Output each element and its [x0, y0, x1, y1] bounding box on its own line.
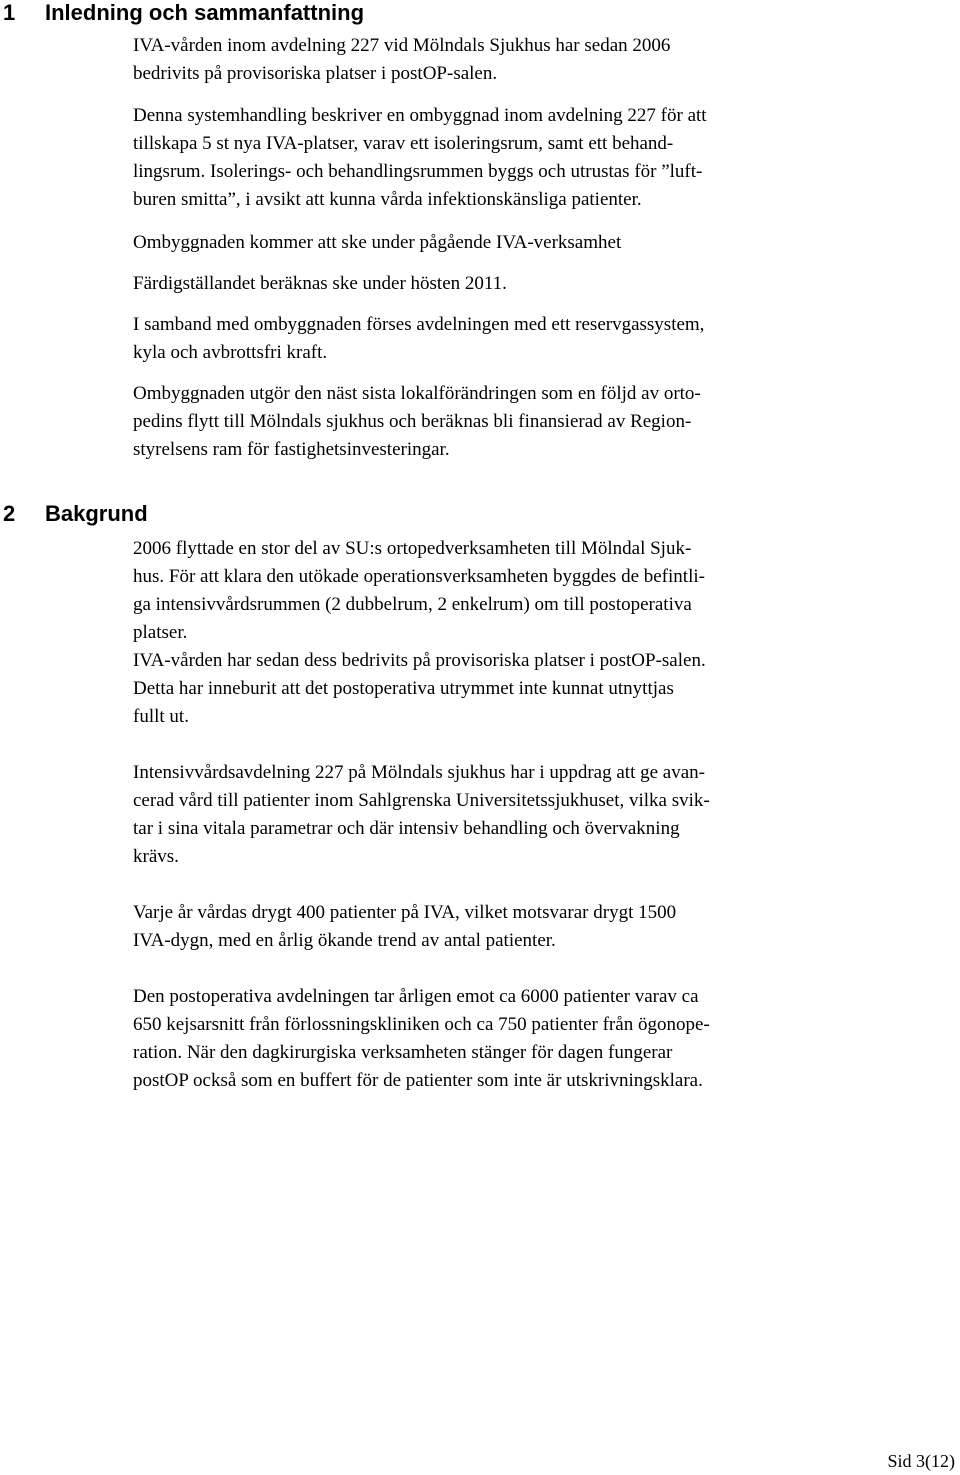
text-line: IVA-dygn, med en årlig ökande trend av antal patienter. — [133, 930, 556, 951]
text-line: fullt ut. — [133, 706, 189, 727]
text-line: Ombyggnaden kommer att ske under pågående IVA-verksamhet — [133, 232, 622, 253]
background-paragraph-4 — [133, 983, 913, 1095]
background-paragraph-1 — [133, 535, 913, 731]
text-line: Detta har inneburit att det postoperativa utrymmet inte kunnat utnyttjas — [133, 678, 674, 699]
text-line: Ombyggnaden utgör den näst sista lokalförändringen som en följd av orto- — [133, 383, 701, 404]
text-line: cerad vård till patienter inom Sahlgrenska Universitetssjukhuset, vilka svik- — [133, 790, 710, 811]
text-line: 650 kejsarsnitt från förlossningskliniken och ca 750 patienter från ögonope- — [133, 1014, 710, 1035]
text-line: lingsrum. Isolerings- och behandlingsrummen byggs och utrustas för ”luft- — [133, 161, 703, 182]
section-1-heading — [3, 0, 364, 26]
text-line: buren smitta”, i avsikt att kunna vårda infektionskänsliga patienter. — [133, 189, 642, 210]
section-2-number: 2 — [3, 501, 16, 526]
text-line: postOP också som en buffert för de patienter som inte är utskrivningsklara. — [133, 1070, 703, 1091]
page-number: Sid 3(12) — [887, 1451, 955, 1471]
text-line: IVA-vården inom avdelning 227 vid Mölndals Sjukhus har sedan 2006 — [133, 35, 671, 56]
section-2-heading — [3, 501, 148, 527]
intro-paragraph-4 — [133, 270, 913, 298]
text-line: tar i sina vitala parametrar och där intensiv behandling och övervakning — [133, 818, 680, 839]
text-line: krävs. — [133, 846, 179, 867]
text-line: bedrivits på provisoriska platser i postOP-salen. — [133, 63, 498, 84]
intro-paragraph-2 — [133, 102, 913, 214]
text-line: tillskapa 5 st nya IVA-platser, varav ett isoleringsrum, samt ett behand- — [133, 133, 674, 154]
text-line: Färdigställandet beräknas ske under hösten 2011. — [133, 273, 507, 294]
text-line: IVA-vården har sedan dess bedrivits på provisoriska platser i postOP-salen. — [133, 650, 706, 671]
text-line: Varje år vårdas drygt 400 patienter på IVA, vilket motsvarar drygt 1500 — [133, 902, 677, 923]
text-line: pedins flytt till Mölndals sjukhus och beräknas bli finansierad av Region- — [133, 411, 692, 432]
text-line: styrelsens ram för fastighetsinvesteringar. — [133, 439, 450, 460]
background-paragraph-3 — [133, 899, 913, 955]
text-line: platser. — [133, 622, 188, 643]
section-1-number: 1 — [3, 0, 16, 25]
text-line: I samband med ombyggnaden förses avdelningen med ett reservgassystem, — [133, 314, 705, 335]
text-line: Denna systemhandling beskriver en ombyggnad inom avdelning 227 för att — [133, 105, 707, 126]
text-line: 2006 flyttade en stor del av SU:s ortopedverksamheten till Mölndal Sjuk- — [133, 538, 692, 559]
intro-paragraph-5 — [133, 311, 913, 367]
text-line: hus. För att klara den utökade operationsverksamheten byggdes de befintli- — [133, 566, 705, 587]
text-line: kyla och avbrottsfri kraft. — [133, 342, 328, 363]
text-line: Den postoperativa avdelningen tar årligen emot ca 6000 patienter varav ca — [133, 986, 699, 1007]
text-line: Intensivvårdsavdelning 227 på Mölndals sjukhus har i uppdrag att ge avan- — [133, 762, 705, 783]
intro-paragraph-6 — [133, 380, 913, 464]
text-line: ration. När den dagkirurgiska verksamheten stänger för dagen fungerar — [133, 1042, 673, 1063]
section-2-title: Bakgrund — [45, 501, 148, 526]
text-line: ga intensivvårdsrummen (2 dubbelrum, 2 enkelrum) om till postoperativa — [133, 594, 692, 615]
intro-paragraph-1 — [133, 32, 913, 88]
background-paragraph-2 — [133, 759, 913, 871]
section-1-title: Inledning och sammanfattning — [45, 0, 365, 25]
intro-paragraph-3 — [133, 229, 913, 257]
